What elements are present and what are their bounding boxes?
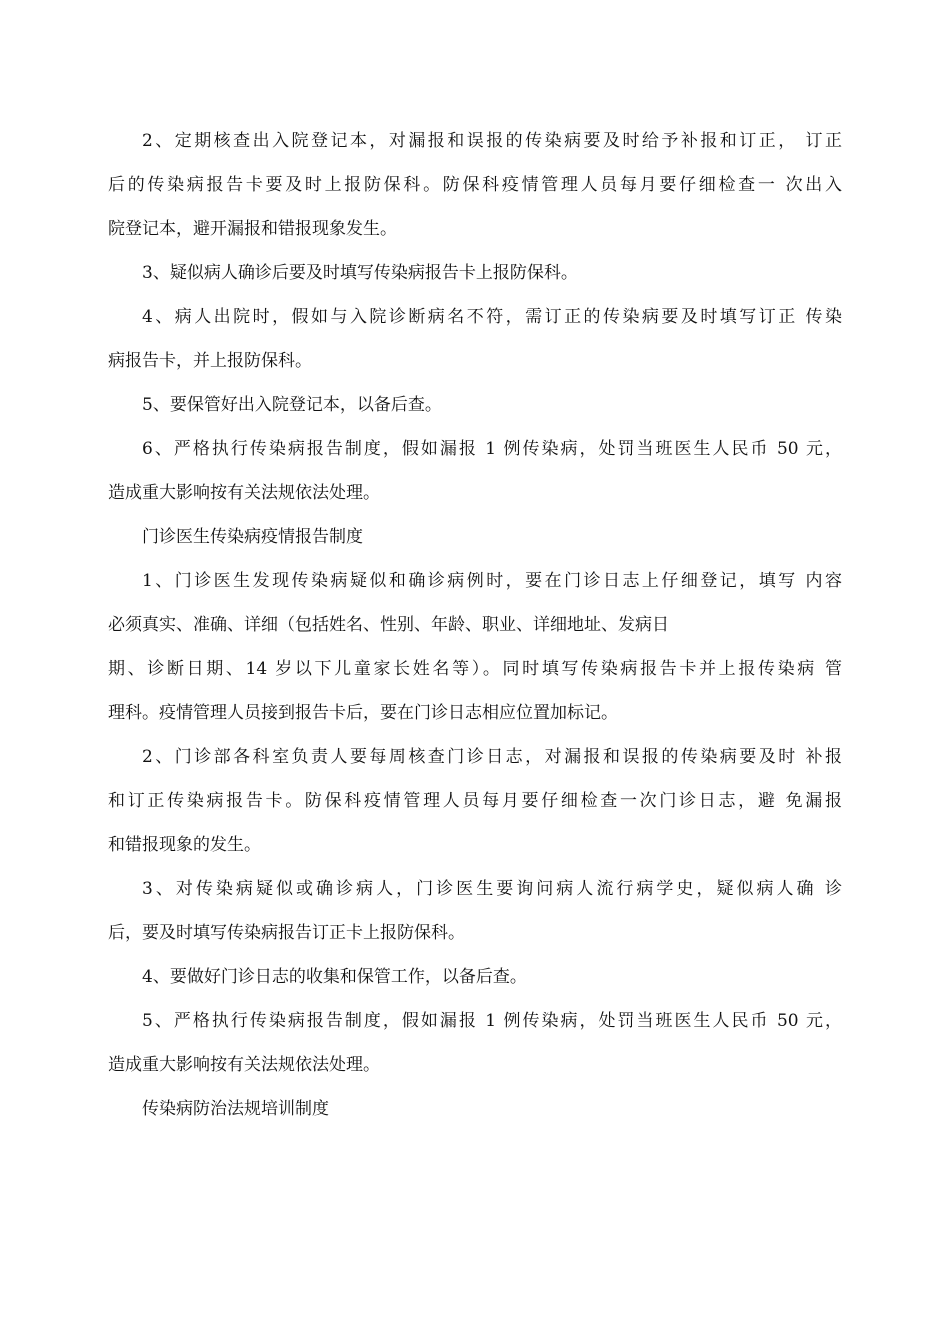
paragraph-line: 必须真实、准确、详细（包括姓名、性别、年龄、职业、详细地址、发病日 [108,615,669,635]
paragraph-line: 理科。疫情管理人员接到报告卡后，要在门诊日志相应位置加标记。 [108,703,618,723]
paragraph-line: 5、要保管好出入院登记本，以备后查。 [142,395,442,415]
paragraph-line: 造成重大影响按有关法规依法处理。 [108,1055,380,1075]
paragraph-line: 5、严格执行传染病报告制度，假如漏报 1 例传染病，处罚当班医生人民币 50 元， [142,1011,842,1031]
paragraph-line: 3、疑似病人确诊后要及时填写传染病报告卡上报防保科。 [142,263,578,283]
paragraph-line: 后的传染病报告卡要及时上报防保科。防保科疫情管理人员每月要仔细检查一 次出入 [108,175,842,195]
paragraph-line: 病报告卡，并上报防保科。 [108,351,312,371]
paragraph-line: 期、诊断日期、14 岁以下儿童家长姓名等）。同时填写传染病报告卡并上报传染病 管 [108,659,842,679]
paragraph-line: 4、病人出院时，假如与入院诊断病名不符，需订正的传染病要及时填写订正 传染 [142,307,842,327]
section-heading: 传染病防治法规培训制度 [142,1099,329,1119]
paragraph-line: 造成重大影响按有关法规依法处理。 [108,483,380,503]
paragraph-line: 2、定期核查出入院登记本，对漏报和误报的传染病要及时给予补报和订正， 订正 [142,131,842,151]
paragraph-line: 和订正传染病报告卡。防保科疫情管理人员每月要仔细检查一次门诊日志，避 免漏报 [108,791,842,811]
paragraph-line: 3、对传染病疑似或确诊病人，门诊医生要询问病人流行病学史，疑似病人确 诊 [142,879,842,899]
paragraph-line: 6、严格执行传染病报告制度，假如漏报 1 例传染病，处罚当班医生人民币 50 元， [142,439,842,459]
paragraph-line: 后，要及时填写传染病报告订正卡上报防保科。 [108,923,465,943]
paragraph-line: 4、要做好门诊日志的收集和保管工作，以备后查。 [142,967,527,987]
section-heading: 门诊医生传染病疫情报告制度 [142,527,363,547]
paragraph-line: 院登记本，避开漏报和错报现象发生。 [108,219,397,239]
document-page [108,130,842,1142]
paragraph-line: 和错报现象的发生。 [108,835,261,855]
paragraph-line: 1、门诊医生发现传染病疑似和确诊病例时，要在门诊日志上仔细登记，填写 内容 [142,571,842,591]
paragraph-line: 2、门诊部各科室负责人要每周核查门诊日志，对漏报和误报的传染病要及时 补报 [142,747,842,767]
